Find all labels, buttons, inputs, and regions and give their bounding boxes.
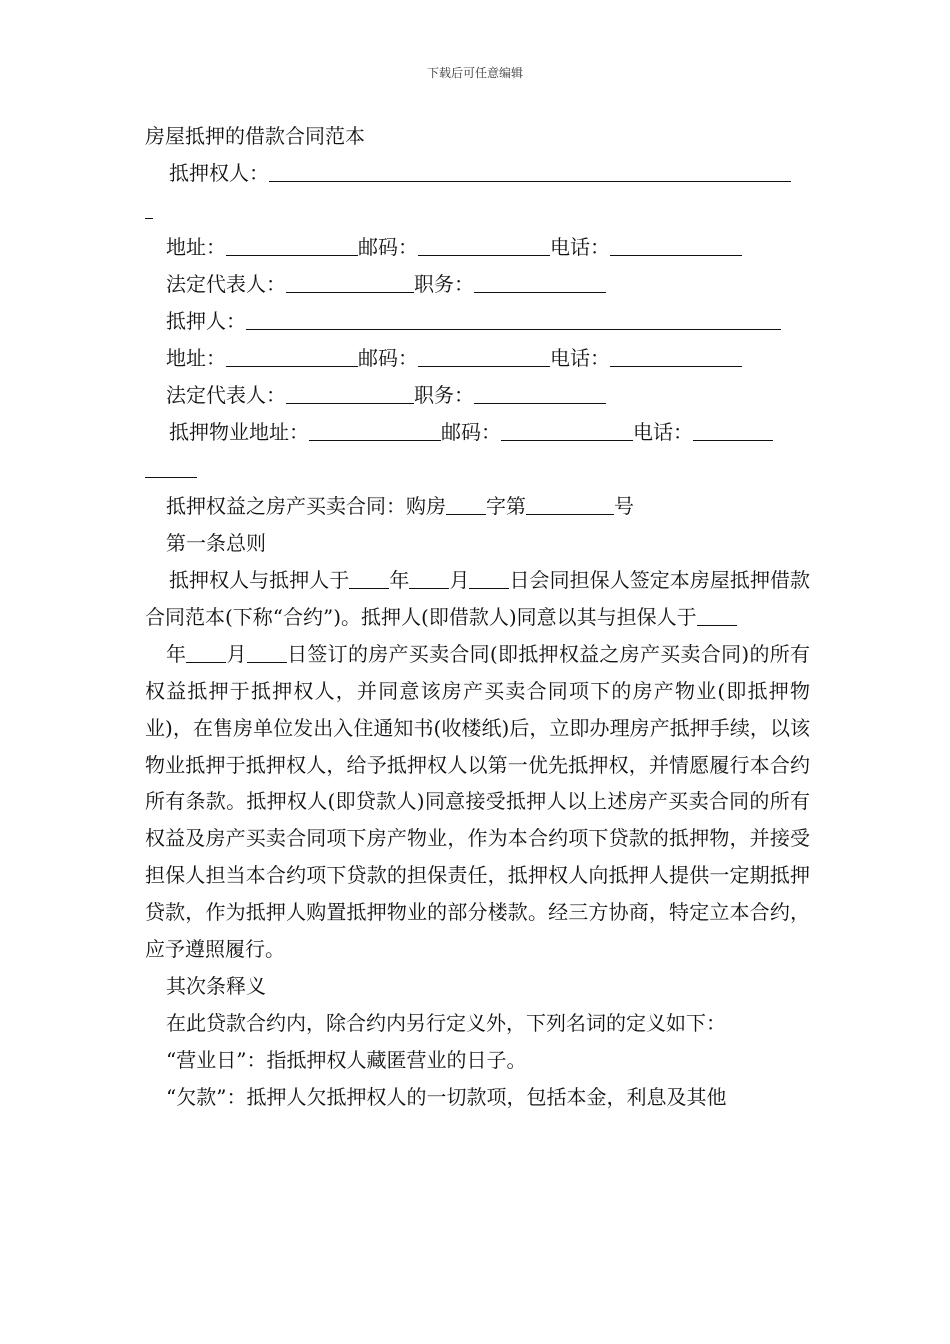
mortgagor-label: 抵押人： [166, 309, 246, 333]
mortgagor-address-line [145, 340, 810, 377]
year-label: 年 [389, 568, 410, 592]
mortgagee-address-line [145, 229, 810, 266]
legal-rep-label: 法定代表人： [166, 383, 286, 407]
art1-p1-rest: 日会同担保人签定本房屋抵押借款合同范本(下称“合约”)。抵押人(即借款人)同意以其与担保人于 [145, 568, 811, 629]
art1-p1-start: 抵押权人与抵押人于 [169, 568, 350, 592]
contract-number-blank[interactable] [526, 489, 614, 515]
mortgagee-rep-blank[interactable] [286, 267, 414, 293]
month-label: 月 [449, 568, 470, 592]
art1-p2-text: 日签订的房产买卖合同(即抵押权益之房产买卖合同)的所有权益抵押于抵押权人，并同意该房产买卖合同项下的房产物业(即抵押物业)，在售房单位发出入住通知书(收楼纸)后，立即办理房产抵押手续，以该物业抵押于抵押权人，给予抵押权人以第一优先抵押权，并情愿履行本合约所有条款。抵押权人(即贷款人)同意接受抵押人以上述房产买卖合同的所有权益及房产买卖合同项下房产物业，作为本合约项下贷款的抵押物，并接受担保人担当本合约项下贷款的担保责任，抵押权人向抵押人提供一定期抵押贷款，作为抵押人购置抵押物业的部分楼款。经三方协商，特定立本合约，应予遵照履行。 [145, 641, 811, 962]
art1-year-blank[interactable] [349, 563, 389, 589]
phone-label: 电话： [550, 235, 610, 259]
position-label: 职务： [414, 383, 474, 407]
contract-ref-line [145, 488, 810, 525]
article-2-intro: 在此贷款合约内，除合约内另行定义外，下列名词的定义如下： [166, 1010, 726, 1035]
phone-label: 电话： [550, 346, 610, 370]
article-1-title: 第一条总则 [166, 531, 266, 555]
mortgagee-label: 抵押权人： [169, 161, 269, 185]
property-zip-blank[interactable] [501, 415, 633, 441]
article-2-title: 其次条释义 [166, 973, 266, 998]
art1-guarantor-date-blank[interactable] [697, 600, 737, 626]
definition-arrears: “欠款”：抵押人欠抵押权人的一切款项，包括本金，利息及其他 [166, 1084, 727, 1109]
phone-label: 电话： [633, 420, 693, 444]
property-address-blank[interactable] [309, 415, 441, 441]
article-1-paragraph-2 [145, 636, 810, 968]
mortgagee-zip-blank[interactable] [418, 230, 550, 256]
address-label: 地址： [166, 346, 226, 370]
mortgagee-address-blank[interactable] [226, 230, 358, 256]
property-address-line [145, 414, 810, 451]
zip-label: 邮码： [358, 346, 418, 370]
contract-hao: 号 [614, 494, 634, 518]
art1-p2-month-blank[interactable] [186, 637, 226, 663]
mortgagee-position-blank[interactable] [474, 267, 606, 293]
mortgagee-blank[interactable] [269, 156, 791, 182]
mortgagor-position-blank[interactable] [474, 378, 606, 404]
address-label: 地址： [166, 235, 226, 259]
article-1-paragraph-1 [145, 562, 810, 636]
definition-business-day: “营业日”：指抵押权人藏匿营业的日子。 [166, 1047, 527, 1072]
mortgagor-phone-blank[interactable] [610, 341, 742, 367]
mortgagee-blank-overflow[interactable] [145, 193, 153, 219]
document-title: 房屋抵押的借款合同范本 [145, 124, 365, 148]
legal-rep-label: 法定代表人： [166, 272, 286, 296]
mortgagor-rep-blank[interactable] [286, 378, 414, 404]
property-phone-blank-overflow[interactable] [145, 452, 197, 478]
mortgagee-line-overflow [145, 192, 810, 229]
mortgagee-line [145, 155, 810, 192]
property-phone-overflow [145, 451, 810, 488]
contract-zi: 字第 [486, 494, 526, 518]
mortgagor-zip-blank[interactable] [418, 341, 550, 367]
position-label: 职务： [414, 272, 474, 296]
mortgagor-blank[interactable] [246, 304, 781, 330]
contract-prefix-blank[interactable] [446, 489, 486, 515]
contract-document [145, 118, 810, 1116]
mortgagor-address-blank[interactable] [226, 341, 358, 367]
property-address-label: 抵押物业地址： [169, 420, 309, 444]
zip-label: 邮码： [358, 235, 418, 259]
page-header-note: 下载后可任意编辑 [426, 66, 523, 80]
month-label: 月 [226, 641, 247, 666]
contract-prefix: 抵押权益之房产买卖合同：购房 [166, 494, 446, 518]
zip-label: 邮码： [441, 420, 501, 444]
art1-month-blank[interactable] [409, 563, 449, 589]
property-phone-blank[interactable] [693, 415, 773, 441]
mortgagee-phone-blank[interactable] [610, 230, 742, 256]
art1-p2-day-blank[interactable] [247, 637, 287, 663]
mortgagor-line [145, 303, 810, 340]
year-label: 年 [166, 641, 187, 666]
mortgagor-rep-line [145, 377, 810, 414]
mortgagee-rep-line [145, 266, 810, 303]
art1-day-blank[interactable] [469, 563, 509, 589]
